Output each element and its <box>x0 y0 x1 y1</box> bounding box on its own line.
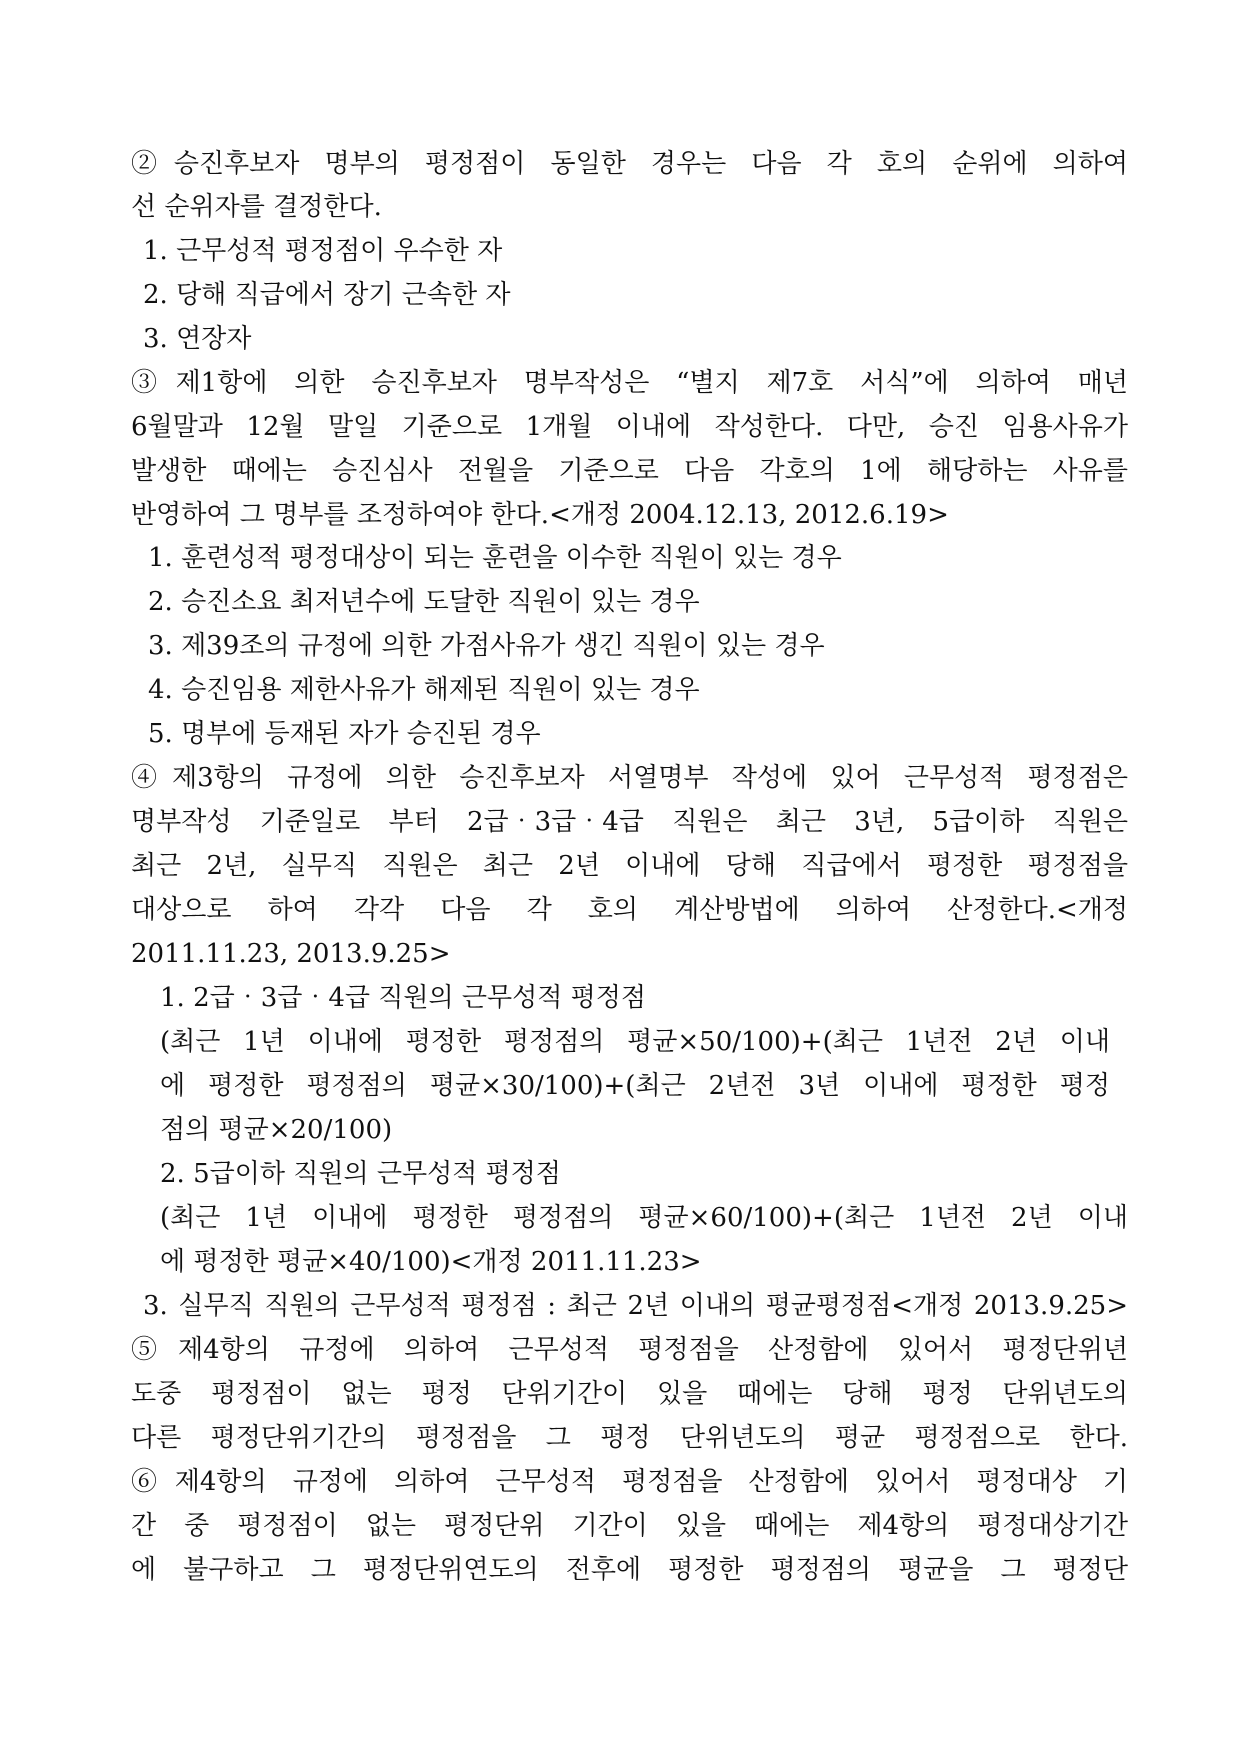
paragraph-5-line-2: 도중 평정점이 없는 평정 단위기간이 있을 때에는 당해 평정 단위년도의 <box>131 1379 1128 1409</box>
paragraph-4-line-5: 2011.11.23, 2013.9.25> <box>131 939 451 969</box>
list-item: 1. 2급‧3급‧4급 직원의 근무성적 평정점 <box>160 983 646 1013</box>
list-item: 1. 근무성적 평정점이 우수한 자 <box>143 236 503 266</box>
paragraph-3-line-3: 발생한 때에는 승진심사 전월을 기준으로 다음 각호의 1에 해당하는 사유를 <box>131 456 1128 486</box>
paragraph-4-line-4: 대상으로 하여 각각 다음 각 호의 계산방법에 의하여 산정한다.<개정 <box>131 895 1128 925</box>
list-item: 2. 승진소요 최저년수에 도달한 직원이 있는 경우 <box>148 587 700 617</box>
paragraph-3-line-1: ③제1항에 의한 승진후보자 명부작성은 “별지 제7호 서식”에 의하여 매년 <box>131 368 1128 398</box>
formula-line: (최근 1년 이내에 평정한 평정점의 평균×50/100)+(최근 1년전 2년 이내 <box>160 1027 1110 1057</box>
paragraph-4-line-3: 최근 2년, 실무직 직원은 최근 2년 이내에 당해 직급에서 평정한 평정점을 <box>131 851 1128 881</box>
formula-line: 에 평정한 평균×40/100)<개정 2011.11.23> <box>160 1247 702 1277</box>
paragraph-2-line-1: ②승진후보자 명부의 평정점이 동일한 경우는 다음 각 호의 순위에 의하여 <box>131 149 1128 179</box>
list-item: 4. 승진임용 제한사유가 해제된 직원이 있는 경우 <box>148 675 700 705</box>
list-item: 2. 5급이하 직원의 근무성적 평정점 <box>160 1159 561 1189</box>
list-item: 1. 훈련성적 평정대상이 되는 훈련을 이수한 직원이 있는 경우 <box>148 543 842 573</box>
paragraph-3-line-2: 6월말과 12월 말일 기준으로 1개월 이내에 작성한다. 다만, 승진 임용사유가 <box>131 412 1128 442</box>
paragraph-3-line-4: 반영하여 그 명부를 조정하여야 한다.<개정 2004.12.13, 2012.6.19> <box>131 500 949 530</box>
list-item: 3. 실무직 직원의 근무성적 평정점 : 최근 2년 이내의 평균평정점<개정 2013.9.25> <box>143 1291 1128 1321</box>
list-item: 3. 연장자 <box>143 324 252 354</box>
paragraph-6-line-3: 에 불구하고 그 평정단위연도의 전후에 평정한 평정점의 평균을 그 평정단 <box>131 1555 1128 1585</box>
paragraph-5-line-3: 다른 평정단위기간의 평정점을 그 평정 단위년도의 평균 평정점으로 한다. <box>131 1423 1128 1453</box>
formula-line: (최근 1년 이내에 평정한 평정점의 평균×60/100)+(최근 1년전 2년 이내 <box>160 1203 1128 1233</box>
paragraph-4-line-1: ④제3항의 규정에 의한 승진후보자 서열명부 작성에 있어 근무성적 평정점은 <box>131 763 1128 793</box>
paragraph-2-line-2: 선 순위자를 결정한다. <box>131 192 382 222</box>
paragraph-5-line-1: ⑤제4항의 규정에 의하여 근무성적 평정점을 산정함에 있어서 평정단위년 <box>131 1335 1128 1365</box>
paragraph-6-line-2: 간 중 평정점이 없는 평정단위 기간이 있을 때에는 제4항의 평정대상기간 <box>131 1511 1128 1541</box>
list-item: 3. 제39조의 규정에 의한 가점사유가 생긴 직원이 있는 경우 <box>148 631 825 661</box>
paragraph-6-line-1: ⑥제4항의 규정에 의하여 근무성적 평정점을 산정함에 있어서 평정대상 기 <box>131 1467 1128 1497</box>
list-item: 2. 당해 직급에서 장기 근속한 자 <box>143 280 511 310</box>
paragraph-4-line-2: 명부작성 기준일로 부터 2급‧3급‧4급 직원은 최근 3년, 5급이하 직원은 <box>131 807 1128 837</box>
formula-line: 점의 평균×20/100) <box>160 1115 393 1145</box>
list-item: 5. 명부에 등재된 자가 승진된 경우 <box>148 719 541 749</box>
formula-line: 에 평정한 평정점의 평균×30/100)+(최근 2년전 3년 이내에 평정한 평정 <box>160 1071 1110 1101</box>
